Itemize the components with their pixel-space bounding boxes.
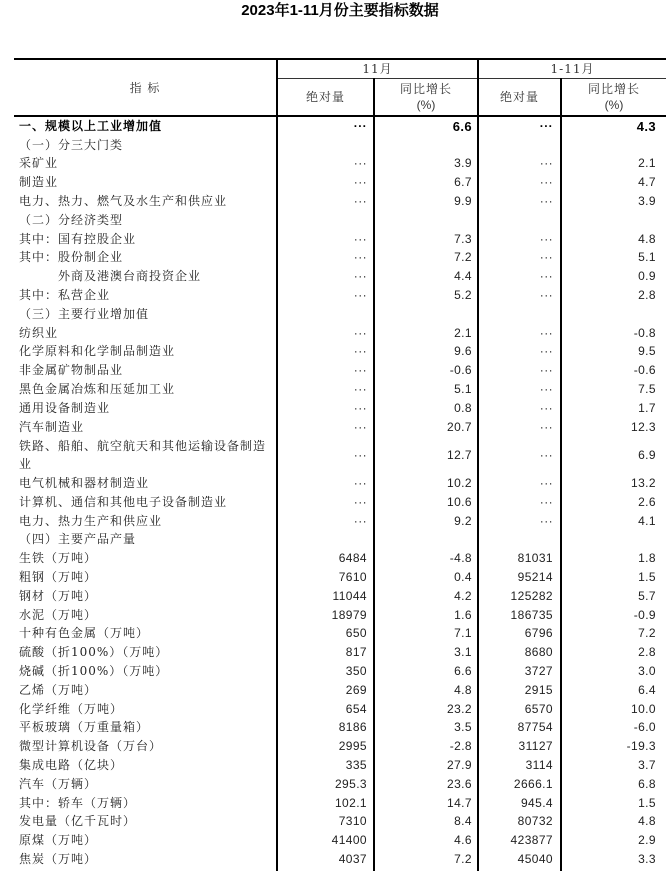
month-absolute-value: ···	[353, 382, 367, 397]
month-yoy-value: 9.9	[454, 194, 472, 209]
month-yoy-value: 10.2	[447, 476, 472, 491]
row-label: 硫酸（折100%）（万吨）	[19, 645, 169, 660]
table-row	[14, 606, 666, 625]
row-label: 生铁（万吨）	[19, 551, 98, 566]
section-label: （二）分经济类型	[19, 212, 124, 227]
ytd-yoy-value: 7.2	[638, 626, 656, 641]
ytd-yoy-value: 4.7	[638, 175, 656, 190]
row-label: 焦炭（万吨）	[19, 851, 98, 866]
row-label: 制造业	[19, 175, 59, 190]
ytd-absolute-value: 87754	[517, 720, 553, 735]
table-row	[14, 512, 666, 531]
month-yoy-value: -2.8	[449, 739, 472, 754]
ytd-absolute-value: 945.4	[520, 795, 553, 810]
month-yoy-value: 8.4	[454, 814, 472, 829]
table-row	[14, 756, 666, 775]
month-yoy-value: 4.4	[454, 269, 472, 284]
ytd-yoy-value: -0.6	[633, 363, 656, 378]
row-label: 乙烯（万吨）	[19, 682, 98, 697]
month-yoy-value: 6.6	[452, 118, 472, 134]
month-absolute-value: ···	[353, 250, 367, 265]
header-month-absolute-label: 绝对量	[305, 90, 345, 104]
ytd-yoy-value: 2.6	[638, 494, 656, 509]
table-row	[14, 173, 666, 192]
table-row	[14, 831, 666, 850]
ytd-yoy-value: 6.9	[638, 447, 656, 462]
table-row	[14, 249, 666, 268]
month-absolute-value: ···	[353, 419, 367, 434]
row-label: 钢材（万吨）	[19, 588, 98, 603]
ytd-absolute-value: ···	[539, 269, 553, 284]
month-absolute-value: ···	[353, 231, 367, 246]
table-row	[14, 230, 666, 249]
ytd-absolute-value: ···	[539, 363, 553, 378]
month-yoy-value: 5.1	[454, 382, 472, 397]
month-absolute-value: 8186	[338, 720, 367, 735]
month-absolute-value: 650	[345, 626, 367, 641]
ytd-absolute-value: ···	[539, 250, 553, 265]
ytd-absolute-value: ···	[539, 118, 553, 133]
ytd-absolute-value: 2666.1	[513, 776, 553, 791]
header-ytd-yoy-label: 同比增长	[587, 82, 640, 96]
month-absolute-value: ···	[353, 494, 367, 509]
month-yoy-value: 7.1	[454, 626, 472, 641]
month-absolute-value: ···	[353, 513, 367, 528]
ytd-yoy-value: 13.2	[631, 476, 656, 491]
table-row	[14, 700, 666, 719]
ytd-absolute-value: ···	[539, 494, 553, 509]
header-month-yoy-unit: (%)	[416, 98, 436, 112]
month-yoy-value: 6.7	[454, 175, 472, 190]
month-absolute-value: 654	[345, 701, 367, 716]
section-label: （三）主要行业增加值	[19, 306, 150, 321]
table-row	[14, 380, 666, 399]
table-row	[14, 812, 666, 831]
month-absolute-value: 295.3	[334, 776, 367, 791]
ytd-yoy-value: -0.8	[633, 325, 656, 340]
month-absolute-value: ···	[353, 325, 367, 340]
ytd-absolute-value: 6570	[524, 701, 553, 716]
ytd-absolute-value: ···	[539, 447, 553, 462]
ytd-yoy-value: 10.0	[631, 701, 656, 716]
month-absolute-value: ···	[353, 344, 367, 359]
table-section-row	[14, 531, 666, 550]
ytd-yoy-value: 4.8	[638, 814, 656, 829]
row-label: 其中：股份制企业	[19, 250, 124, 265]
month-yoy-value: 4.2	[454, 588, 472, 603]
table-section-row	[14, 136, 666, 155]
ytd-yoy-value: -19.3	[626, 739, 656, 754]
table-row	[14, 587, 666, 606]
row-label: 电力、热力、燃气及水生产和供应业	[19, 194, 228, 209]
ytd-yoy-value: 3.0	[638, 664, 656, 678]
month-yoy-value: 9.6	[454, 344, 472, 359]
ytd-yoy-value: 2.8	[638, 288, 656, 303]
table-row	[14, 850, 666, 869]
header-ytd-yoy-unit: (%)	[604, 98, 624, 112]
month-absolute-value: 7610	[338, 570, 367, 585]
header-period-ytd	[479, 60, 666, 78]
header-period-month-label: 11月	[362, 62, 393, 76]
month-absolute-value: 18979	[331, 607, 367, 622]
month-yoy-value: 7.2	[454, 250, 472, 265]
ytd-absolute-value: ···	[539, 231, 553, 246]
ytd-yoy-value: 3.3	[638, 851, 656, 866]
month-yoy-value: 23.6	[447, 776, 472, 791]
row-label: 原煤（万吨）	[19, 833, 98, 848]
month-absolute-value: 350	[345, 664, 367, 678]
table-row	[14, 192, 666, 211]
month-absolute-value: ···	[353, 476, 367, 491]
table-row	[14, 418, 666, 437]
row-label: 烧碱（折100%）（万吨）	[19, 664, 169, 678]
month-absolute-value: ···	[353, 175, 367, 190]
month-yoy-value: 4.8	[454, 682, 472, 697]
ytd-yoy-value: 9.5	[638, 344, 656, 359]
month-absolute-value: 2995	[338, 739, 367, 754]
ytd-yoy-value: 12.3	[631, 419, 656, 434]
month-yoy-value: 0.8	[454, 400, 472, 415]
month-absolute-value: 41400	[331, 833, 367, 848]
row-label: 化学纤维（万吨）	[19, 701, 124, 716]
month-yoy-value: 7.2	[454, 851, 472, 866]
ytd-absolute-value: ···	[539, 325, 553, 340]
header-month-yoy-label: 同比增长	[399, 82, 452, 96]
header-month-yoy	[375, 79, 477, 115]
page-title: 2023年1-11月份主要指标数据	[241, 2, 439, 19]
ytd-absolute-value: 80732	[517, 814, 553, 829]
month-yoy-value: 27.9	[447, 757, 472, 772]
ytd-absolute-value: 3114	[525, 757, 553, 772]
row-label: 其中：私营企业	[19, 288, 111, 303]
month-yoy-value: 4.6	[454, 833, 472, 848]
row-label: 水泥（万吨）	[19, 607, 98, 622]
ytd-yoy-value: 1.7	[638, 400, 656, 415]
row-label: 粗钢（万吨）	[19, 570, 98, 585]
ytd-absolute-value: 81031	[517, 551, 553, 566]
row-label: 汽车制造业	[19, 419, 85, 434]
month-yoy-value: 14.7	[447, 795, 472, 810]
section-label: （四）主要产品产量	[19, 532, 137, 547]
row-label: 十种有色金属（万吨）	[19, 626, 150, 641]
ytd-absolute-value: ···	[539, 419, 553, 434]
row-label: 通用设备制造业	[19, 400, 111, 415]
ytd-absolute-value: 95214	[517, 570, 553, 585]
table-row	[14, 794, 666, 813]
ytd-absolute-value: ···	[539, 194, 553, 209]
month-yoy-value: 3.9	[454, 156, 472, 171]
ytd-yoy-value: 6.4	[638, 682, 656, 697]
month-yoy-value: 12.7	[447, 447, 472, 462]
table-row	[14, 737, 666, 756]
header-period-month	[278, 60, 477, 78]
ytd-yoy-value: 5.7	[638, 588, 656, 603]
ytd-absolute-value: 186735	[510, 607, 553, 622]
table-row	[14, 775, 666, 794]
table-row	[14, 155, 666, 174]
table-row	[14, 343, 666, 362]
ytd-absolute-value: 8680	[524, 645, 553, 660]
ytd-yoy-value: 2.9	[638, 833, 656, 848]
table-row	[14, 568, 666, 587]
month-yoy-value: 3.1	[454, 645, 472, 660]
ytd-absolute-value: ···	[539, 400, 553, 415]
ytd-yoy-value: 6.8	[638, 776, 656, 791]
ytd-yoy-value: 4.8	[638, 231, 656, 246]
row-label: 一、规模以上工业增加值	[19, 118, 163, 133]
ytd-yoy-value: 2.8	[638, 645, 656, 660]
month-yoy-value: 0.4	[454, 570, 472, 585]
month-absolute-value: ···	[353, 288, 367, 303]
ytd-yoy-value: 7.5	[638, 382, 656, 397]
header-indicator	[14, 60, 276, 115]
month-yoy-value: 1.6	[454, 607, 472, 622]
table-row	[14, 549, 666, 568]
row-label: 铁路、船舶、航空航天和其他运输设备制造业	[19, 439, 267, 472]
table-row	[14, 493, 666, 512]
row-label: 黑色金属冶炼和压延加工业	[19, 382, 176, 397]
table-row	[14, 324, 666, 343]
month-yoy-value: 20.7	[447, 419, 472, 434]
month-yoy-value: 10.6	[447, 494, 472, 509]
row-label: 平板玻璃（万重量箱）	[19, 720, 150, 735]
row-label: 微型计算机设备（万台）	[19, 739, 163, 754]
row-label: 纺织业	[19, 325, 59, 340]
ytd-yoy-value: 5.1	[638, 250, 656, 265]
table-body	[14, 117, 666, 869]
table-row	[14, 399, 666, 418]
ytd-absolute-value: 423877	[510, 833, 553, 848]
month-absolute-value: ···	[353, 400, 367, 415]
table-row	[14, 267, 666, 286]
ytd-absolute-value: 45040	[517, 851, 553, 866]
ytd-yoy-value: 4.1	[638, 513, 656, 528]
table-row	[14, 474, 666, 493]
month-absolute-value: ···	[353, 363, 367, 378]
table-row	[14, 719, 666, 738]
ytd-absolute-value: 3727	[524, 664, 553, 678]
row-label: 集成电路（亿块）	[19, 757, 124, 772]
table-row	[14, 625, 666, 644]
table-row	[14, 681, 666, 700]
table-row	[14, 361, 666, 380]
row-label: 非金属矿物制品业	[19, 363, 124, 378]
table-row	[14, 643, 666, 662]
ytd-yoy-value: 1.5	[638, 795, 656, 810]
table-row	[14, 117, 666, 136]
ytd-yoy-value: 0.9	[638, 269, 656, 284]
month-yoy-value: 2.1	[454, 325, 472, 340]
row-label: 计算机、通信和其他电子设备制造业	[19, 494, 228, 509]
row-label: 其中：轿车（万辆）	[19, 795, 137, 810]
ytd-absolute-value: ···	[539, 513, 553, 528]
header-ytd-absolute	[479, 79, 560, 115]
month-yoy-value: 5.2	[454, 288, 472, 303]
ytd-yoy-value: 1.8	[638, 551, 656, 566]
ytd-yoy-value: 3.7	[638, 757, 656, 772]
ytd-yoy-value: 1.5	[638, 570, 656, 585]
month-yoy-value: 23.2	[447, 701, 472, 716]
table-row	[14, 662, 666, 681]
month-absolute-value: 817	[345, 645, 367, 660]
month-absolute-value: 11044	[332, 588, 367, 603]
month-yoy-value: 9.2	[454, 513, 472, 528]
table-row	[14, 437, 666, 475]
month-yoy-value: -0.6	[449, 363, 472, 378]
ytd-absolute-value: ···	[539, 175, 553, 190]
row-label: 电力、热力生产和供应业	[19, 513, 163, 528]
header-month-absolute	[278, 79, 373, 115]
row-label: 采矿业	[19, 156, 59, 171]
row-label: 化学原料和化学制品制造业	[19, 344, 176, 359]
ytd-yoy-value: 4.3	[636, 118, 656, 134]
header-ytd-yoy	[562, 79, 666, 115]
month-absolute-value: 335	[345, 757, 367, 772]
ytd-yoy-value: 3.9	[638, 194, 656, 209]
month-absolute-value: 4037	[338, 851, 367, 866]
ytd-absolute-value: ···	[539, 476, 553, 491]
header-indicator-label: 指 标	[129, 80, 161, 95]
ytd-absolute-value: ···	[539, 382, 553, 397]
month-absolute-value: 102.1	[334, 795, 367, 810]
ytd-yoy-value: -0.9	[633, 607, 656, 622]
ytd-absolute-value: 31127	[518, 739, 553, 754]
month-yoy-value: 7.3	[454, 231, 472, 246]
table-row	[14, 286, 666, 305]
header-ytd-absolute-label: 绝对量	[499, 90, 539, 104]
month-yoy-value: -4.8	[449, 551, 472, 566]
month-absolute-value: ···	[353, 156, 367, 171]
row-label: 其中：国有控股企业	[19, 231, 137, 246]
row-label: 外商及港澳台商投资企业	[58, 269, 202, 284]
ytd-yoy-value: 2.1	[638, 156, 656, 171]
table-section-row	[14, 305, 666, 324]
month-yoy-value: 3.5	[454, 720, 472, 735]
table-section-row	[14, 211, 666, 230]
ytd-absolute-value: 125282	[510, 588, 553, 603]
month-absolute-value: 6484	[338, 551, 367, 566]
ytd-absolute-value: ···	[539, 344, 553, 359]
ytd-yoy-value: -6.0	[633, 720, 656, 735]
ytd-absolute-value: ···	[539, 156, 553, 171]
month-absolute-value: ···	[353, 269, 367, 284]
row-label: 汽车（万辆）	[19, 776, 98, 791]
row-label: 电气机械和器材制造业	[19, 476, 150, 491]
month-absolute-value: ···	[353, 194, 367, 209]
ytd-absolute-value: 2915	[524, 682, 553, 697]
section-label: （一）分三大门类	[19, 137, 124, 152]
ytd-absolute-value: ···	[539, 288, 553, 303]
month-absolute-value: 7310	[338, 814, 367, 829]
month-absolute-value: 269	[345, 682, 367, 697]
month-yoy-value: 6.6	[454, 664, 472, 678]
ytd-absolute-value: 6796	[524, 626, 553, 641]
month-absolute-value: ···	[353, 118, 367, 133]
row-label: 发电量（亿千瓦时）	[19, 814, 137, 829]
month-absolute-value: ···	[353, 447, 367, 462]
header-period-ytd-label: 1-11月	[550, 62, 595, 76]
